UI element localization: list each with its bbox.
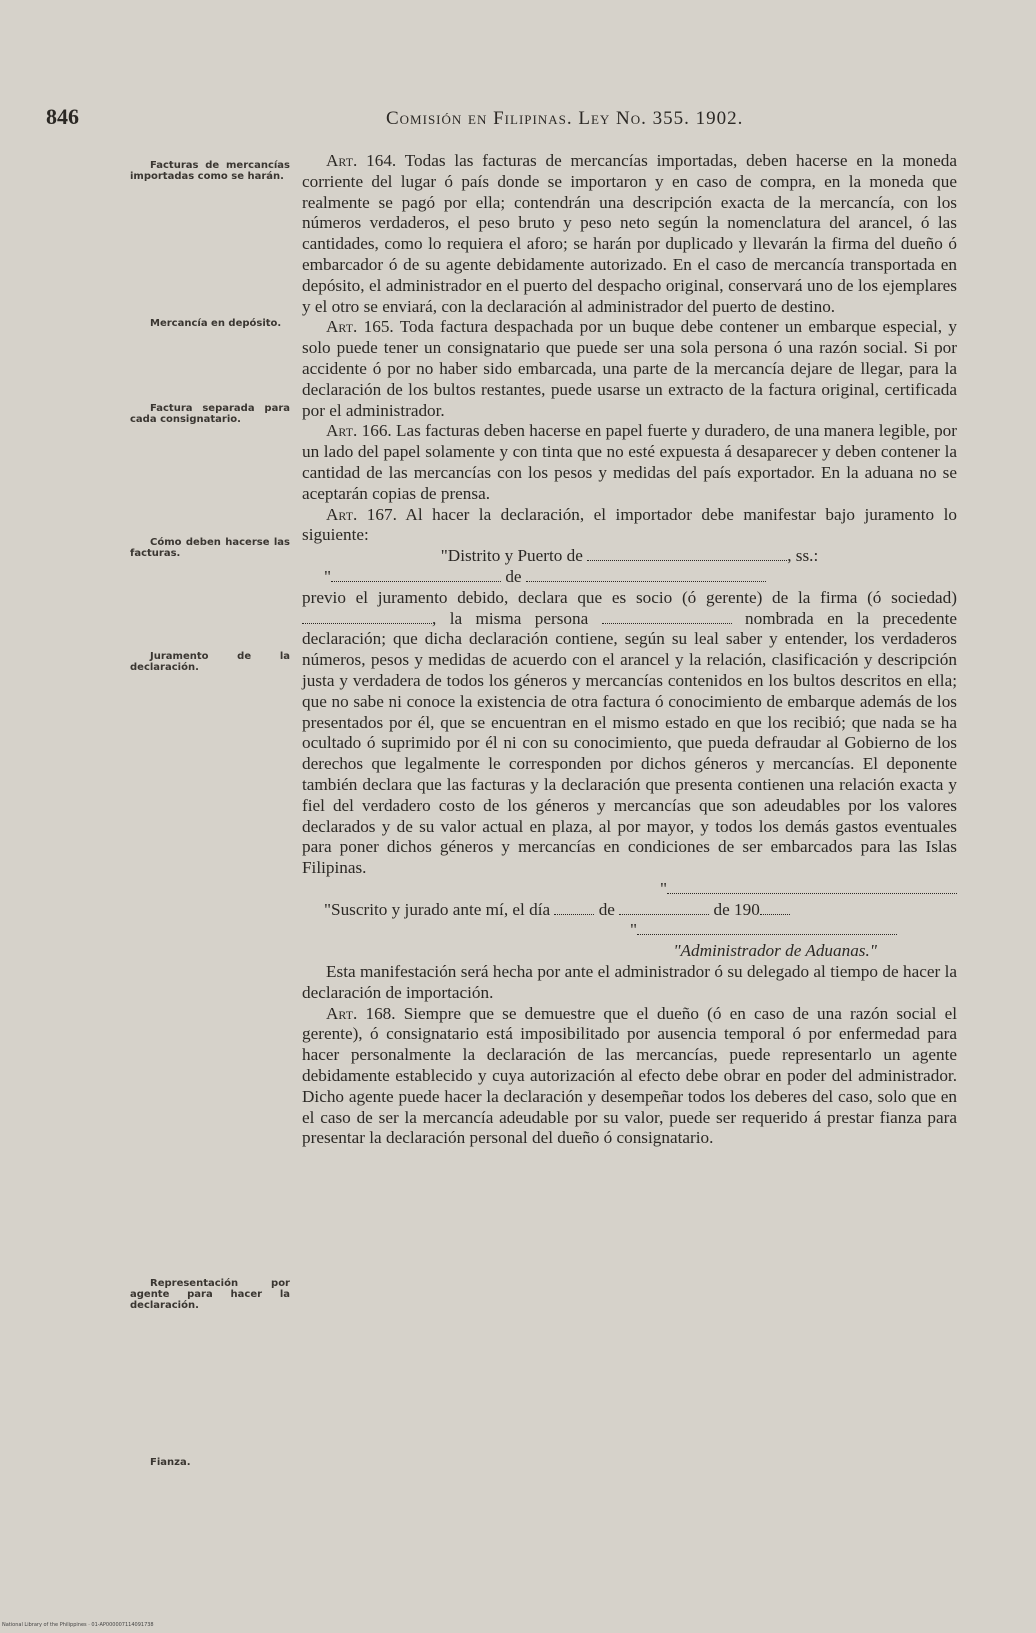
margin-note-deposito: Mercancía en depósito. — [150, 318, 282, 329]
blank-day — [554, 913, 594, 915]
margin-note-fianza: Fianza. — [150, 1457, 191, 1468]
quote-mark-1: " — [659, 878, 667, 898]
blank-signature-deponent — [667, 892, 957, 894]
formula-district-line — [302, 546, 957, 567]
formula-ss: , ss.: — [787, 546, 819, 566]
article-165-text: Toda factura despachada por un buque debe contener un embarque especial, y solo puede tener un consignatario que puede ser una sola persona ó una razón social. Si por accidente ó por no haber sido embarcada, una parte de la mercancía dejare de llegar, para la declaración de los bultos restantes, puede usarse un extracto de la factura original, certificada por el administrador. — [302, 317, 957, 420]
article-166-label: Art. 166. — [326, 421, 392, 441]
manifest-paragraph: Esta manifestación será hecha por ante el administrador ó su delegado al tiempo de hacer la declaración de importación. — [302, 962, 957, 1002]
margin-note-representacion: Representación por agente para hacer la declaración. — [130, 1278, 290, 1311]
page-number: 846 — [46, 104, 79, 129]
blank-signature-admin — [637, 933, 897, 935]
margin-note-juramento: Juramento de la declaración. — [130, 651, 290, 673]
article-166-text: Las facturas deben hacerse en papel fuerte y duradero, de una manera legible, por un lado del papel solamente y con tinta que no esté expuesta á desaparecer y deben contener la cantidad de las mercancías con los pesos y medidas del país exportador. En la aduana no se aceptarán copias de prensa. — [302, 421, 957, 503]
scan-credit: National Library of the Philippines · 01-AP000007114091738 — [2, 1622, 154, 1628]
article-164-text: Todas las facturas de mercancías importadas, deben hacerse en la moneda corriente del lugar ó país donde se importaron y en caso de compra, en la moneda que realmente se pagó por ella; contendrán una descripción exacta de la mercancía, con los números verdaderos, el peso bruto y peso neto según la nomenclatura del arancel, ó las cantidades, como lo requiera el aforo; se harán por duplicado y llevarán la firma del dueño ó embarcador ó de su agente debidamente autorizado. En el caso de mercancía transportada en depósito, el administrador en el puerto del despacho original, conservará uno de los ejemplares y el otro se enviará, con la declaración al administrador del puerto de destino. — [302, 151, 957, 316]
administrator-signature: "Administrador de Aduanas." — [673, 941, 877, 961]
article-165 — [302, 317, 957, 421]
blank-firm — [302, 622, 432, 624]
article-168-label: Art. 168. — [326, 1003, 396, 1023]
page-header — [46, 104, 876, 134]
oath-text-c: nombrada en la precedente declaración; que dicha declaración contiene, según su leal saber y entender, los verdaderos números, pesos y medidas de acuerdo con el arancel y la relación, clasificación y descripción justa y verdadera de todos los géneros y mercancías contenidos en los bultos descritos en ella; que no sabe ni conoce la existencia de otra factura ó conocimiento de embarque además de los presentados por él, que se encuentran en el mismo estado en que los recibió; que nada se ha ocultado ó suprimido por él ni con su conocimiento, que pueda defraudar al Gobierno de los derechos que legalmente le corresponden por dichos géneros y mercancías. El deponente también declara que las facturas y la declaración que presenta contienen una relación exacta y fiel del verdadero costo de los géneros y mercancías que son adeudables por los valores declarados y de su valor actual en plaza, al por mayor, y todos los demás gastos eventuales para poner dichos géneros y mercancías en condiciones de ser embarcados para las Islas Filipinas. — [302, 608, 958, 878]
article-164-label: Art. 164. — [326, 151, 397, 170]
blank-name — [331, 580, 501, 582]
sworn-text-b: de — [598, 899, 615, 919]
article-167-text: Al hacer la declaración, el importador debe manifestar bajo juramento lo siguiente: — [302, 504, 957, 545]
blank-person — [602, 622, 732, 624]
article-165-label: Art. 165. — [326, 317, 394, 337]
margin-note-como-facturas: Cómo deben hacerse las facturas. — [130, 537, 290, 559]
article-168 — [302, 1004, 957, 1150]
blank-month — [619, 913, 709, 915]
quote-mark-2: " — [629, 920, 637, 940]
margin-note-consignatario: Factura separada para cada consignatario. — [130, 403, 290, 425]
formula-name-line — [302, 567, 957, 588]
signature-line-1 — [302, 879, 957, 900]
article-168-text: Siempre que se demuestre que el dueño (ó en caso de una razón social el gerente), ó consignatario está imposibilitado por ausencia temporal ó por enfermedad para hacer personalmente la declaración de las mercancías, puede representarlo un agente debidamente establecido y cuya autorización al efecto debe obrar en poder del administrador. Dicho agente puede hacer la declaración y desempeñar todos los deberes del caso, solo que en el caso de ser la mercancía adeudable por su valor, puede ser requerido á prestar fianza para presentar la declaración personal del dueño ó consignatario. — [302, 1003, 957, 1148]
sworn-text-c: de 190 — [713, 899, 760, 919]
signature-line-2 — [302, 920, 957, 941]
blank-place — [526, 580, 766, 582]
formula-quote: " — [324, 566, 332, 586]
article-167-label: Art. 167. — [326, 504, 397, 524]
body-text — [302, 151, 957, 1149]
sworn-line — [302, 900, 957, 921]
blank-district — [587, 559, 787, 561]
blank-year — [760, 913, 790, 915]
oath-paragraph — [302, 588, 957, 879]
oath-text-b: , la misma persona — [432, 608, 589, 628]
margin-note-facturas: Facturas de mercancías importadas como se harán. — [130, 160, 290, 182]
running-head: Comisión en Filipinas. Ley No. 355. 1902. — [386, 108, 744, 129]
article-166 — [302, 421, 957, 504]
formula-district-label: "Distrito y Puerto de — [440, 546, 583, 566]
article-167 — [302, 505, 957, 547]
oath-text-a: previo el juramento debido, declara que es socio (ó gerente) de la firma (ó sociedad) — [302, 587, 957, 607]
formula-de: de — [505, 566, 522, 586]
article-164 — [302, 151, 957, 317]
sworn-text-a: "Suscrito y jurado ante mí, el día — [324, 899, 551, 919]
